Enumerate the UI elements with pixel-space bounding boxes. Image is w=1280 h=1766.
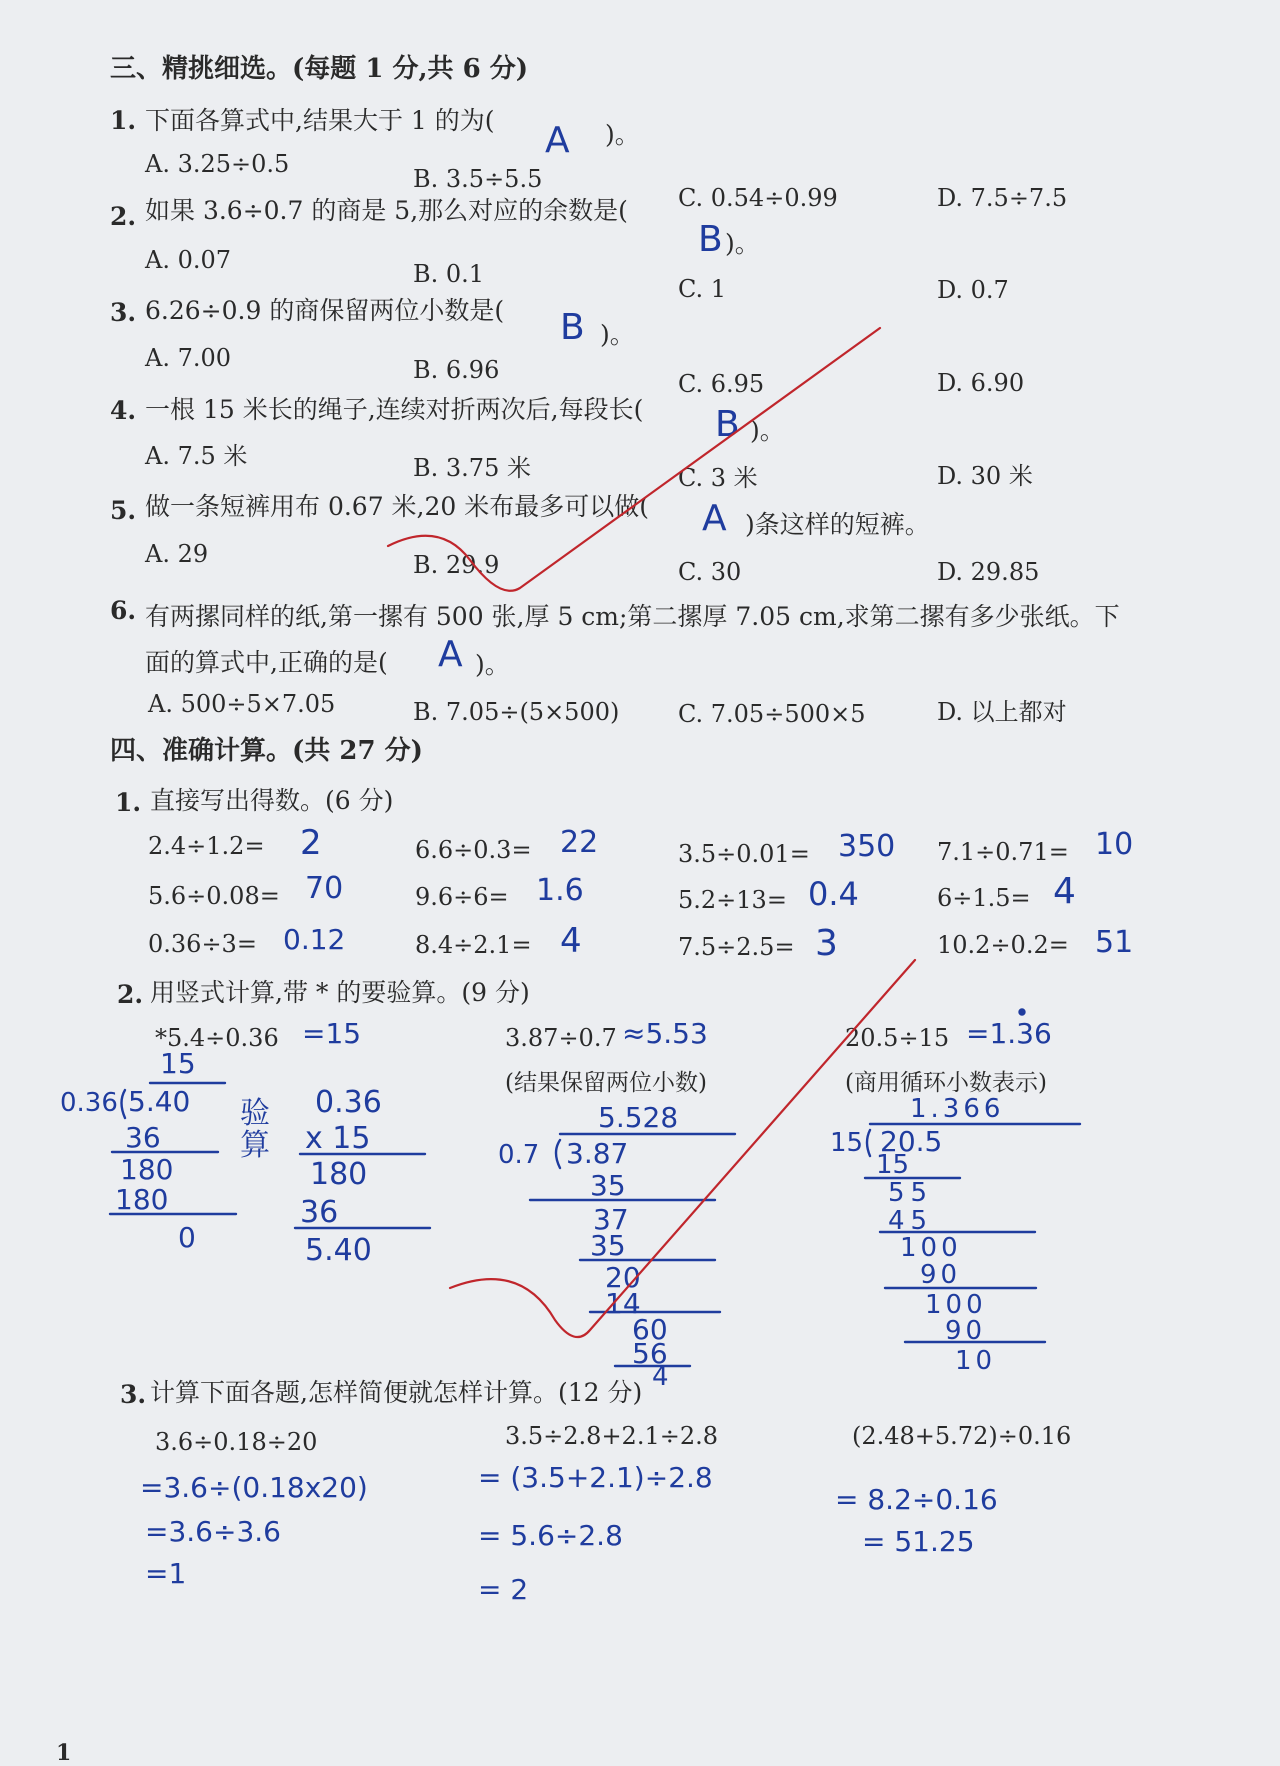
- w2-line-2: 37: [593, 1203, 629, 1236]
- mm-expr-11: 7.5÷2.5=: [678, 933, 795, 961]
- p3-s1-line1: =3.6÷(0.18x20): [140, 1471, 368, 1504]
- q5-option-a: A. 29: [145, 540, 209, 568]
- q3-number: 3.: [110, 298, 137, 327]
- q4-option-c: C. 3 米: [678, 464, 758, 492]
- q5-stem: 做一条短裤用布 0.67 米,20 米布最多可以做(: [145, 492, 650, 521]
- w3-line-2: 55: [888, 1178, 934, 1208]
- q6-stem: 有两摞同样的纸,第一摞有 500 张,厚 5 cm;第二摞厚 7.05 cm,求第二摞有多少张纸。下: [145, 602, 1120, 631]
- w3-line-1: 15: [876, 1150, 910, 1180]
- c2-note: (结果保留两位小数): [505, 1070, 707, 1096]
- q5-option-d: D. 29.85: [937, 558, 1040, 586]
- q6-close: )。: [475, 650, 510, 679]
- q2-option-c: C. 1: [678, 275, 727, 303]
- q3-answer: B: [560, 307, 585, 348]
- p3-expr-1: 3.6÷0.18÷20: [155, 1428, 318, 1456]
- w1-check-3: 180: [310, 1157, 368, 1192]
- p3-expr-2: 3.5÷2.8+2.1÷2.8: [505, 1422, 718, 1450]
- p3-s1-line3: =1: [145, 1557, 187, 1590]
- q4-answer: B: [715, 404, 740, 445]
- w1-line-3: 180: [115, 1183, 169, 1216]
- c1-expr: *5.4÷0.36: [155, 1024, 279, 1052]
- page-number: 1: [56, 1740, 72, 1766]
- w1-line-4: 0: [178, 1221, 196, 1254]
- w2-line-3: 35: [590, 1229, 626, 1262]
- w2-line-1: 35: [590, 1169, 626, 1202]
- repeating-dot: [1020, 1010, 1025, 1015]
- c3-note: (商用循环小数表示): [845, 1070, 1047, 1096]
- q6-option-d: D. 以上都对: [937, 698, 1067, 726]
- w2-line-5: 14: [605, 1287, 641, 1320]
- q3-option-b: B. 6.96: [413, 356, 500, 384]
- p3-number: 3.: [120, 1380, 147, 1409]
- c1-answer: =15: [302, 1017, 362, 1050]
- mm-ans-6: 1.6: [536, 873, 584, 908]
- q2-option-b: B. 0.1: [413, 260, 485, 288]
- mm-expr-2: 6.6÷0.3=: [415, 836, 532, 864]
- q5-answer: A: [702, 498, 727, 539]
- p3-s3-line1: = 8.2÷0.16: [835, 1483, 998, 1516]
- w2-dividend: 3.87: [566, 1137, 629, 1170]
- w2-line-4: 20: [605, 1261, 641, 1294]
- w1-check-4: 36: [300, 1195, 339, 1230]
- w3-line-7: 90: [945, 1316, 987, 1346]
- w2-line-8: 4: [652, 1362, 669, 1392]
- mm-ans-4: 10: [1095, 827, 1134, 862]
- mm-expr-9: 0.36÷3=: [148, 930, 257, 958]
- mm-expr-7: 5.2÷13=: [678, 886, 787, 914]
- q6-option-b: B. 7.05÷(5×500): [413, 698, 620, 726]
- mm-expr-6: 9.6÷6=: [415, 883, 509, 911]
- mm-ans-11: 3: [815, 923, 838, 964]
- q6-option-c: C. 7.05÷500×5: [678, 700, 866, 728]
- q3-option-d: D. 6.90: [937, 369, 1025, 397]
- w3-line-3: 45: [888, 1206, 934, 1236]
- p3-s2-line2: = 5.6÷2.8: [478, 1519, 623, 1552]
- q5-close: )条这样的短裤。: [745, 510, 930, 539]
- w1-check-label: 验算: [240, 1096, 270, 1163]
- mm-expr-10: 8.4÷2.1=: [415, 931, 532, 959]
- w2-line-7: 56: [632, 1337, 668, 1370]
- q3-option-c: C. 6.95: [678, 370, 765, 398]
- mm-expr-3: 3.5÷0.01=: [678, 840, 810, 868]
- mm-ans-12: 51: [1095, 925, 1134, 960]
- c2-expr: 3.87÷0.7: [505, 1024, 617, 1052]
- mm-ans-5: 70: [305, 871, 344, 906]
- q4-number: 4.: [110, 396, 137, 425]
- q1-option-c: C. 0.54÷0.99: [678, 184, 838, 212]
- mm-ans-8: 4: [1053, 871, 1076, 912]
- q6-stem-line2: 面的算式中,正确的是(: [145, 648, 388, 677]
- q4-close: )。: [750, 416, 785, 445]
- p3-s1-line2: =3.6÷3.6: [145, 1515, 281, 1548]
- q2-stem: 如果 3.6÷0.7 的商是 5,那么对应的余数是(: [145, 196, 628, 225]
- p3-expr-3: (2.48+5.72)÷0.16: [852, 1422, 1072, 1450]
- mm-ans-9: 0.12: [283, 923, 346, 956]
- mm-ans-7: 0.4: [808, 875, 859, 913]
- p1-title: 直接写出得数。(6 分): [150, 786, 394, 815]
- q1-option-b: B. 3.5÷5.5: [413, 165, 543, 193]
- q4-option-b: B. 3.75 米: [413, 454, 531, 482]
- q4-option-a: A. 7.5 米: [145, 442, 248, 470]
- w1-bracket-curve: [122, 1090, 126, 1118]
- w1-divisor: 0.36: [60, 1088, 118, 1118]
- mm-expr-1: 2.4÷1.2=: [148, 832, 265, 860]
- c3-expr: 20.5÷15: [845, 1024, 950, 1052]
- p3-s2-line1: = (3.5+2.1)÷2.8: [478, 1461, 713, 1494]
- q1-number: 1.: [110, 106, 137, 135]
- q2-answer: B: [698, 219, 723, 260]
- section-4-title: 四、准确计算。(共 27 分): [110, 736, 423, 766]
- mm-ans-10: 4: [560, 921, 582, 961]
- w3-line-4: 100: [900, 1233, 962, 1263]
- q3-option-a: A. 7.00: [145, 344, 232, 372]
- q6-number: 6.: [110, 596, 137, 625]
- q1-option-d: D. 7.5÷7.5: [937, 184, 1068, 212]
- q1-close: )。: [605, 120, 640, 149]
- p3-s3-line2: = 51.25: [862, 1525, 975, 1558]
- w3-dividend: 20.5: [880, 1125, 943, 1158]
- w1-quotient: 15: [160, 1047, 196, 1080]
- w3-line-8: 10: [955, 1346, 997, 1376]
- q4-option-d: D. 30 米: [937, 462, 1033, 490]
- q5-option-b: B. 29.9: [413, 551, 500, 579]
- q6-option-a: A. 500÷5×7.05: [148, 690, 336, 718]
- mm-ans-2: 22: [560, 825, 599, 860]
- q2-close: )。: [725, 229, 760, 258]
- mm-expr-8: 6÷1.5=: [937, 884, 1031, 912]
- w2-quotient: 5.528: [598, 1101, 679, 1134]
- q6-answer: A: [438, 634, 463, 675]
- p3-s2-line3: = 2: [478, 1573, 529, 1606]
- q5-option-c: C. 30: [678, 558, 742, 586]
- mm-expr-5: 5.6÷0.08=: [148, 882, 280, 910]
- red-check-mark-1: [388, 328, 880, 591]
- q1-answer: A: [545, 120, 570, 161]
- q5-number: 5.: [110, 496, 137, 525]
- red-check-mark-2: [450, 960, 915, 1337]
- p2-title: 用竖式计算,带 * 的要验算。(9 分): [150, 978, 530, 1007]
- w1-line-1: 36: [125, 1121, 161, 1154]
- w3-divisor: 15: [830, 1128, 864, 1158]
- p3-title: 计算下面各题,怎样简便就怎样计算。(12 分): [150, 1378, 643, 1407]
- w2-bracket-curve: [556, 1140, 560, 1168]
- q1-option-a: A. 3.25÷0.5: [145, 150, 290, 178]
- w3-line-5: 90: [920, 1260, 962, 1290]
- w2-divisor: 0.7: [498, 1140, 540, 1170]
- c3-answer: =1.36: [966, 1017, 1052, 1050]
- q3-close: )。: [600, 320, 635, 349]
- mm-expr-12: 10.2÷0.2=: [937, 931, 1069, 959]
- w1-dividend: 5.40: [128, 1085, 191, 1118]
- mm-ans-1: 2: [300, 823, 322, 863]
- p1-number: 1.: [115, 788, 142, 817]
- mm-expr-4: 7.1÷0.71=: [937, 838, 1069, 866]
- w1-check-2: x 15: [305, 1121, 371, 1156]
- w3-quotient: 1.366: [910, 1094, 1005, 1124]
- q2-number: 2.: [110, 202, 137, 231]
- w3-bracket-curve: [867, 1130, 870, 1156]
- q2-option-d: D. 0.7: [937, 276, 1009, 304]
- w3-line-6: 100: [925, 1290, 987, 1320]
- q2-option-a: A. 0.07: [145, 246, 232, 274]
- q3-stem: 6.26÷0.9 的商保留两位小数是(: [145, 296, 505, 325]
- section-3-title: 三、精挑细选。(每题 1 分,共 6 分): [110, 54, 529, 84]
- mm-ans-3: 350: [838, 829, 896, 864]
- c2-answer: ≈5.53: [622, 1017, 708, 1050]
- q1-stem: 下面各算式中,结果大于 1 的为(: [145, 106, 495, 135]
- w1-line-2: 180: [120, 1153, 174, 1186]
- q4-stem: 一根 15 米长的绳子,连续对折两次后,每段长(: [145, 395, 644, 424]
- p2-number: 2.: [117, 980, 144, 1009]
- w1-check-5: 5.40: [305, 1233, 372, 1268]
- w1-check-1: 0.36: [315, 1085, 382, 1120]
- w2-line-6: 60: [632, 1313, 668, 1346]
